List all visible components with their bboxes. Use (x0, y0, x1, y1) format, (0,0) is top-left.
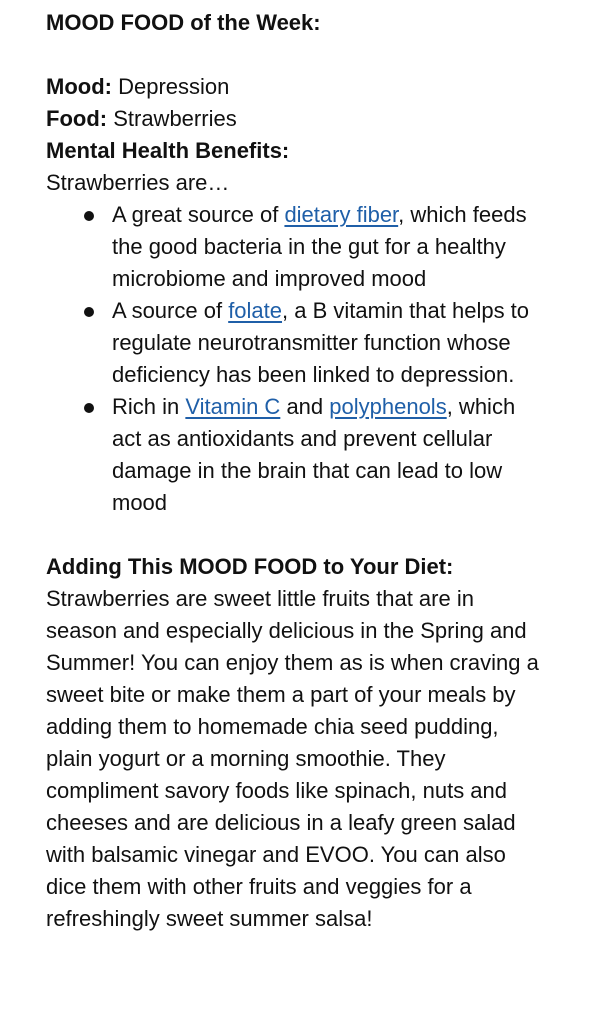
list-item-text: Rich in (112, 394, 186, 419)
spacer (46, 39, 550, 71)
list-item (112, 199, 550, 295)
list-item-text: A source of (112, 298, 229, 323)
spacer (46, 519, 550, 551)
list-item-text: and (280, 394, 330, 419)
vitamin-c-link[interactable]: Vitamin C (185, 394, 281, 419)
benefits-intro: Strawberries are… (46, 170, 230, 195)
adding-heading: Adding This MOOD FOOD to Your Diet: (46, 554, 454, 579)
list-item (112, 391, 550, 519)
list-item (112, 295, 550, 391)
adding-body: Strawberries are sweet little fruits that are in season and especially delicious in the Spring and Summer! You can enjoy them as is when craving a sweet bite or make them a part of your meals by adding them to homemade chia seed pudding, plain yogurt or a morning smoothie. They compliment savory foods like spinach, nuts and cheeses and are delicious in a leafy green salad with balsamic vinegar and EVOO. You can also dice them with other fruits and veggies for a refreshingly sweet summer salsa! (46, 586, 539, 931)
dietary-fiber-link[interactable]: dietary fiber (284, 202, 399, 227)
list-item-text: , which act as antioxidants and prevent cellular damage in the brain that can lead to low mood (112, 394, 516, 515)
list-item-text: A great source of (112, 202, 285, 227)
list-item-text: , a B vitamin that helps to regulate neurotransmitter function whose deficiency has been linked to depression. (112, 298, 530, 387)
benefits-heading: Mental Health Benefits: (46, 138, 290, 163)
food-value: Strawberries (107, 106, 237, 131)
mood-value: Depression (111, 74, 230, 99)
bullet-icon (84, 307, 94, 317)
bullet-icon (84, 403, 94, 413)
mood-label: Mood: (46, 74, 112, 99)
folate-link[interactable]: folate (228, 298, 283, 323)
benefits-list (46, 199, 550, 519)
food-label: Food: (46, 106, 108, 131)
bullet-icon (84, 211, 94, 221)
list-item-text: , which feeds the good bacteria in the gut for a healthy microbiome and improved mood (112, 202, 527, 291)
mood-line (46, 71, 550, 103)
food-line (46, 103, 550, 135)
polyphenols-link[interactable]: polyphenols (329, 394, 447, 419)
page-title: MOOD FOOD of the Week: (46, 10, 321, 35)
